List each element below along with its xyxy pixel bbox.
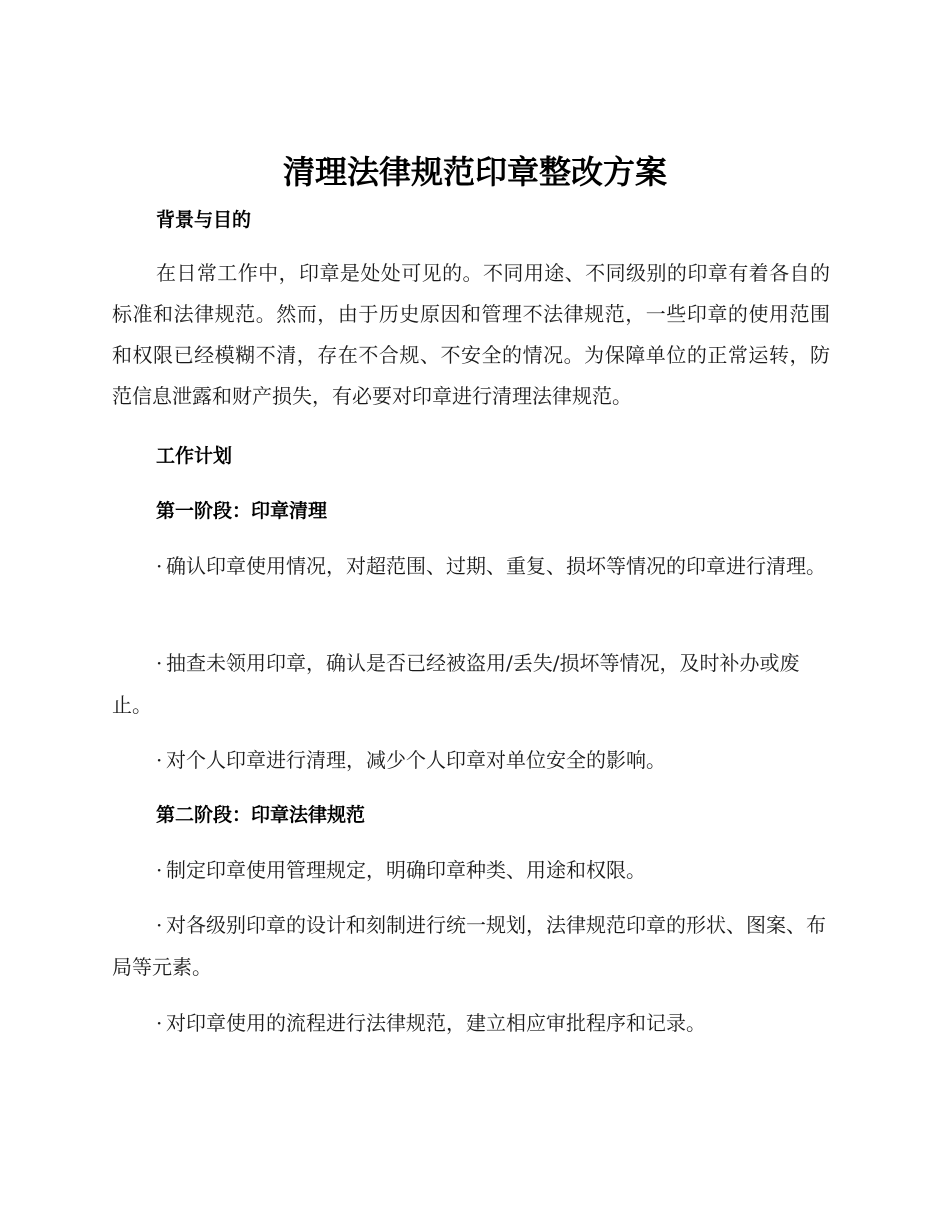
list-item-text: 制定印章使用管理规定，明确印章种类、用途和权限。 [166,858,646,882]
section-heading-phase2: 第二阶段：印章法律规范 [156,804,366,826]
list-item-text: 对各级别印章的设计和刻制进行统一规划，法律规范印章的形状、图案、布局等元素。 [112,913,826,979]
list-item [112,1002,830,1044]
list-item [112,642,830,726]
list-item [112,849,830,891]
bullet-marker: · [156,913,163,937]
background-paragraph: 在日常工作中，印章是处处可见的。不同用途、不同级别的印章有着各自的标准和法律规范。然而，由于历史原因和管理不法律规范，一些印章的使用范围和权限已经模糊不清，存在不合规、不安全的情况。为保障单位的正常运转，防范信息泄露和财产损失，有必要对印章进行清理法律规范。 [112,261,830,408]
list-item-text: 对个人印章进行清理，减少个人印章对单位安全的影响。 [166,748,666,772]
section-heading-phase1: 第一阶段：印章清理 [156,500,328,522]
bullet-marker: · [156,554,163,578]
bullet-marker: · [156,748,163,772]
section-heading-background: 背景与目的 [156,209,252,231]
list-item [112,739,830,781]
list-item-text: 确认印章使用情况，对超范围、过期、重复、损坏等情况的印章进行清理。 [166,554,826,578]
section-heading-plan: 工作计划 [156,445,233,467]
bullet-marker: · [156,651,163,675]
page-title: 清理法律规范印章整改方案 [282,153,667,191]
list-item [112,904,830,988]
list-item-text: 抽查未领用印章，确认是否已经被盗用/丢失/损坏等情况，及时补办或废止。 [112,651,800,717]
list-item [112,545,830,587]
bullet-marker: · [156,1011,163,1035]
bullet-marker: · [156,858,163,882]
list-item-text: 对印章使用的流程进行法律规范，建立相应审批程序和记录。 [166,1011,706,1035]
